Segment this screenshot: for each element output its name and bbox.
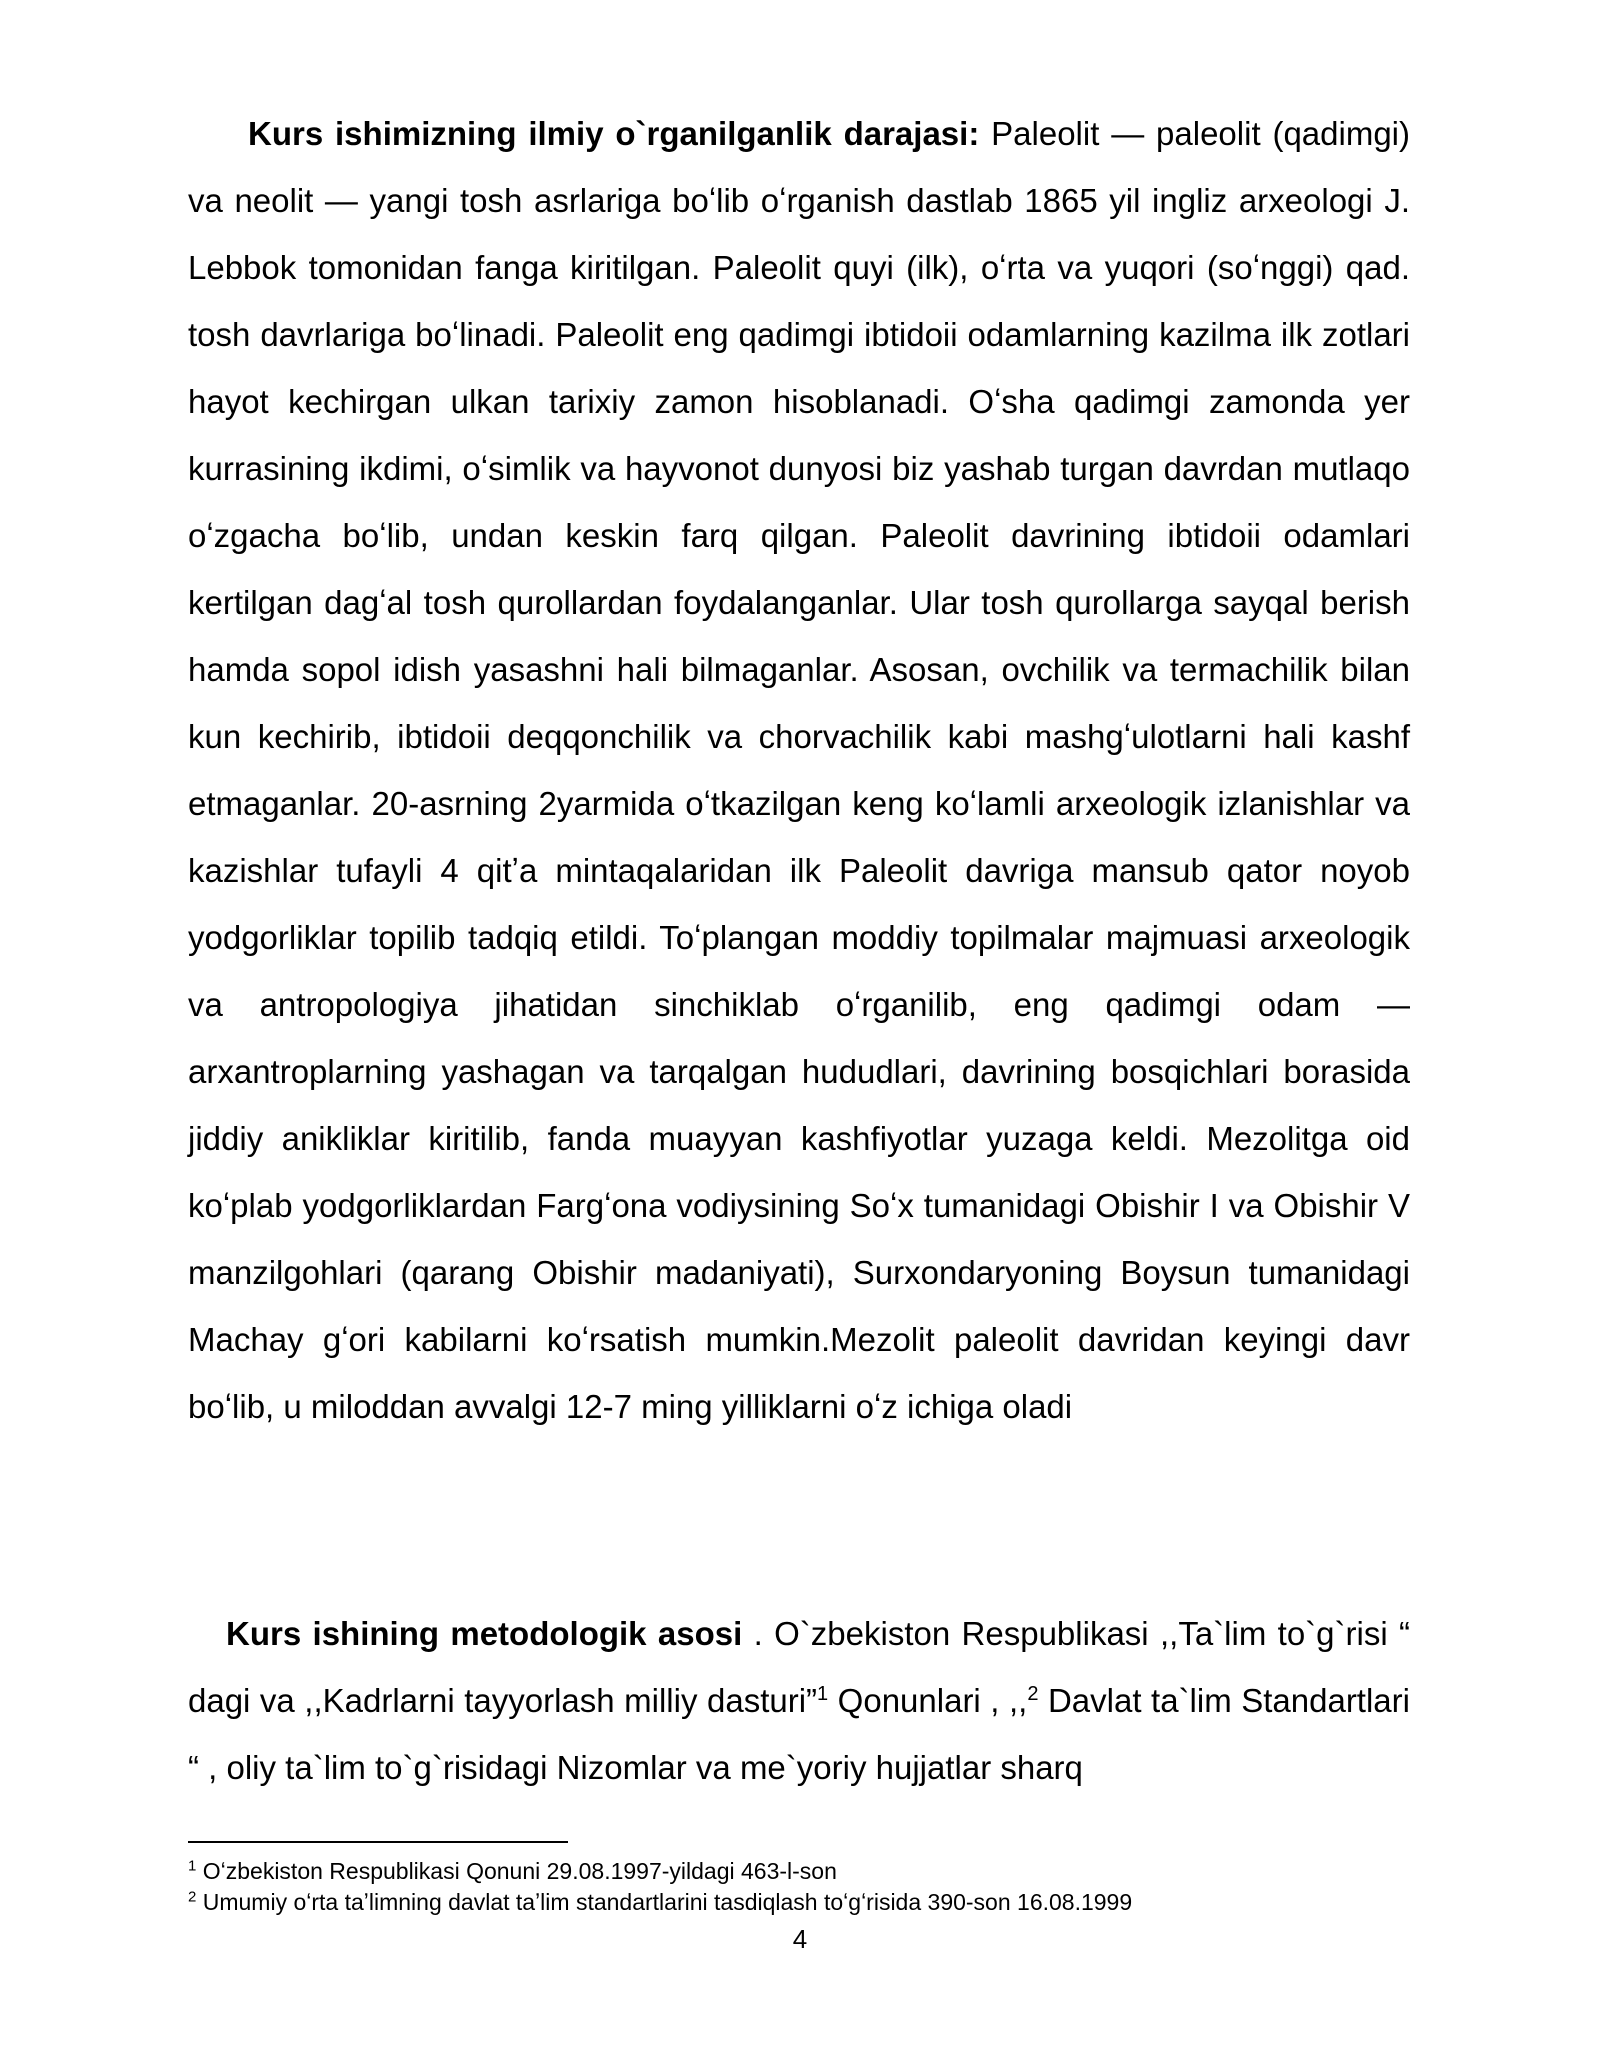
footnote-separator — [188, 1841, 568, 1843]
footnote-text: Umumiy oʻrta taʼlimning davlat taʼlim standartlarini tasdiqlash toʻgʻrisida 390-son 16.08.1999 — [196, 1889, 1133, 1915]
footnote-mark: 1 — [188, 1857, 197, 1875]
paragraph-text: Qonunlari , ,, — [828, 1682, 1028, 1719]
paragraph-text: Davlat ta`lim Standartlari “ , oliy ta`lim to`g`risidagi Nizomlar va me`yoriy hujjatlar sharq — [188, 1682, 1410, 1786]
footnote-reference[interactable]: 2 — [1027, 1683, 1039, 1705]
footnotes — [188, 1856, 1410, 1918]
footnote-mark: 2 — [188, 1888, 197, 1906]
footnote-text: Oʻzbekiston Respublikasi Qonuni 29.08.1997-yildagi 463-l-son — [196, 1858, 837, 1884]
paragraph-methodology — [188, 1600, 1410, 1801]
paragraph-text: Paleolit — paleolit (qadimgi) va neolit — yangi tosh asrlariga boʻlib oʻrganish dastlab 1865 yil ingliz arxeologi J. Lebbok tomonidan fanga kiritilgan. Paleolit quyi (ilk), oʻrta va yuqori (soʻnggi) qad. tosh davrlariga boʻlinadi. Paleolit eng qadimgi ibtidoii odamlarning kazilma ilk zotlari hayot kechirgan ulkan tarixiy zamon hisoblanadi. Oʻsha qadimgi zamonda yer kurrasining ikdimi, oʻsimlik va hayvonot dunyosi biz yashab turgan davrdan mutlaqo oʻzgacha boʻlib, undan keskin farq qilgan. Paleolit davrining ibtidoii odamlari kertilgan dagʻal tosh qurollardan foydalanganlar. Ular tosh qurollarga sayqal berish hamda sopol idish yasashni hali bilmaganlar. Asosan, ovchilik va termachilik bilan kun kechirib, ibtidoii deqqonchilik va chorvachilik kabi mashgʻulotlarni hali kashf etmaganlar. 20-asrning 2yarmida oʻtkazilgan keng koʻlamli arxeologik izlanishlar va kazishlar tufayli 4 qitʼa mintaqalaridan ilk Paleolit davriga mansub qator noyob yodgorliklar topilib tadqiq etildi. Toʻplangan moddiy topilmalar majmuasi arxeologik va antropologiya jihatidan sinchiklab oʻrganilib, eng qadimgi odam — arxantroplarning yashagan va tarqalgan hududlari, davrining bosqichlari borasida jiddiy anikliklar kiritilib, fanda muayyan kashfiyotlar yuzaga keldi. Mezolitga oid koʻplab yodgorliklardan Fargʻona vodiysining Soʻx tumanidagi Obishir I va Obishir V manzilgohlari (qarang Obishir madaniyati), Surxondaryoning Boysun tumanidagi Machay gʻori kabilarni koʻrsatish mumkin.Mezolit paleolit davridan keyingi davr boʻlib, u miloddan avvalgi 12-7 ming yilliklarni oʻz ichiga oladi — [188, 115, 1410, 1425]
paragraph-heading: Kurs ishining metodologik asosi — [226, 1615, 743, 1652]
page-number: 4 — [792, 1924, 808, 1954]
footnote — [188, 1887, 1410, 1918]
footnote — [188, 1856, 1410, 1887]
paragraph-text: . O`zbekiston Respublikasi ,,Ta`lim to`g`risi “ dagi va ,,Kadrlarni tayyorlash milliy dasturi” — [188, 1615, 1410, 1719]
paragraph-research-level — [188, 100, 1410, 1440]
footnote-reference[interactable]: 1 — [817, 1683, 829, 1705]
paragraph-heading: Kurs ishimizning ilmiy o`rganilganlik darajasi: — [248, 115, 980, 152]
